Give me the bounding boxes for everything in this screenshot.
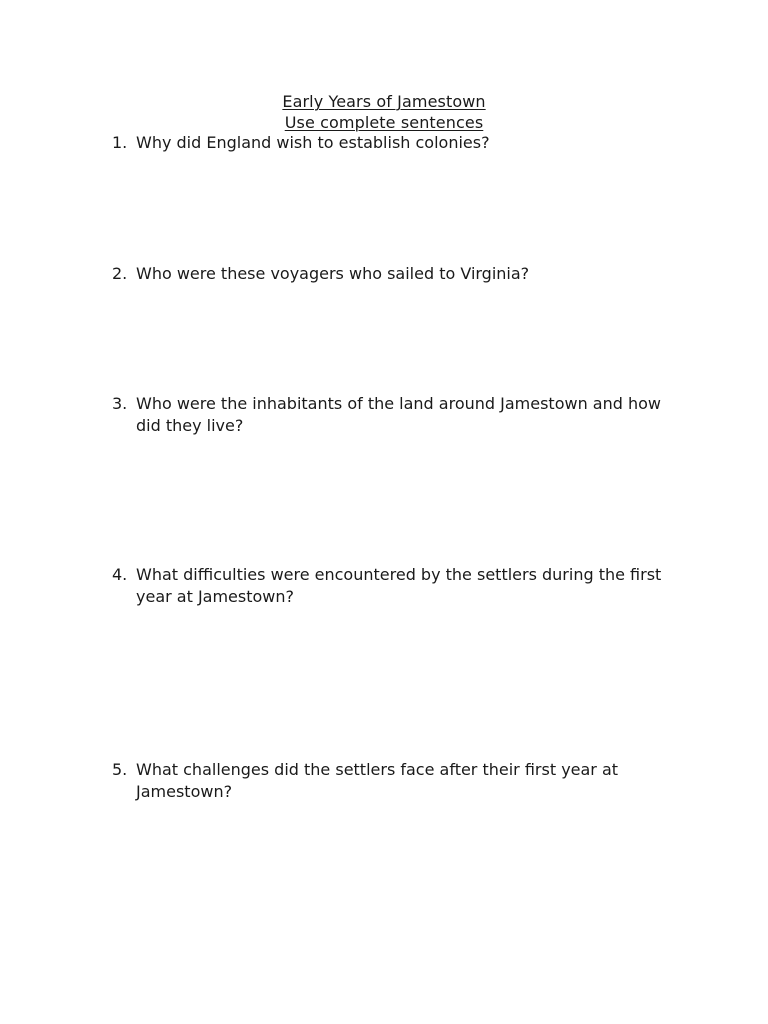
question-number: 5. xyxy=(112,760,128,779)
question-number: 4. xyxy=(112,565,128,584)
question-2 xyxy=(112,263,672,285)
question-text: Who were these voyagers who sailed to Virginia? xyxy=(136,264,530,283)
page-subtitle: Use complete sentences xyxy=(284,113,484,132)
question-number: 1. xyxy=(112,133,128,152)
question-text: What challenges did the settlers face after their first year at Jamestown? xyxy=(136,760,619,801)
question-5 xyxy=(112,759,672,803)
question-number: 3. xyxy=(112,394,128,413)
question-3 xyxy=(112,393,672,437)
question-1 xyxy=(112,132,672,154)
page-title: Early Years of Jamestown xyxy=(282,92,486,111)
question-text: Who were the inhabitants of the land around Jamestown and how did they live? xyxy=(136,394,662,435)
question-4 xyxy=(112,564,672,608)
title-block xyxy=(0,91,768,133)
question-text: Why did England wish to establish colonies? xyxy=(136,133,490,152)
question-text: What difficulties were encountered by the settlers during the first year at Jamestown? xyxy=(136,565,662,606)
question-number: 2. xyxy=(112,264,128,283)
